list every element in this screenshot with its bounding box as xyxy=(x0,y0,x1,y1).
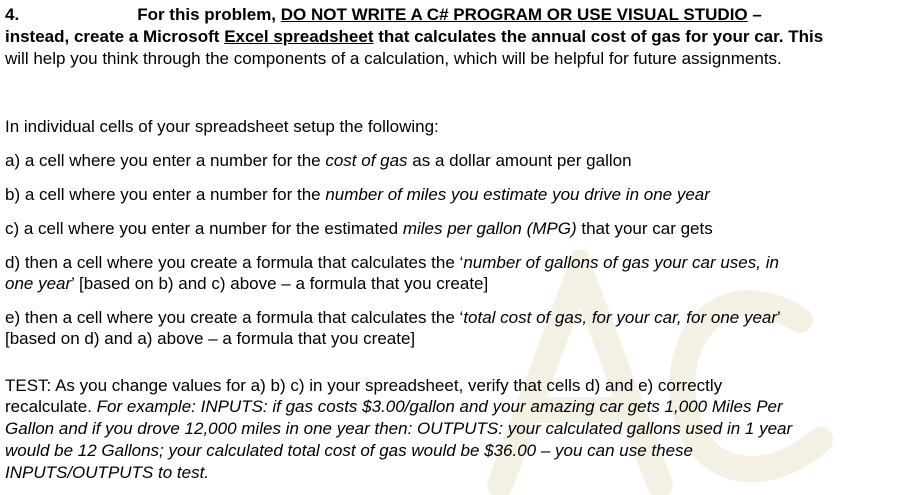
problem-line-1: 4. For this problem, DO NOT WRITE A C# PROGRAM OR USE VISUAL STUDIO – xyxy=(5,5,762,24)
item-c: c) a cell where you enter a number for the estimated miles per gallon (MPG) that your car gets xyxy=(5,219,713,238)
test-line-1: TEST: As you change values for a) b) c) in your spreadsheet, verify that cells d) and e) correctly xyxy=(5,376,723,395)
excel-spreadsheet-emphasis: Excel spreadsheet xyxy=(224,27,374,46)
test-line-5: INPUTS/OUTPUTS to test. xyxy=(5,463,210,482)
item-a: a) a cell where you enter a number for the cost of gas as a dollar amount per gallon xyxy=(5,151,632,170)
item-e-line-1: e) then a cell where you create a formula that calculates the ‘total cost of gas, for your car, for one year’ xyxy=(5,308,781,327)
problem-number: 4. xyxy=(5,5,20,24)
test-line-3: Gallon and if you drove 12,000 miles in one year then: OUTPUTS: your calculated gallons used in 1 year xyxy=(5,419,793,438)
test-line-4: would be 12 Gallons; your calculated total cost of gas would be $36.00 – you can use these xyxy=(5,441,694,460)
setup-intro: In individual cells of your spreadsheet setup the following: xyxy=(5,117,439,136)
problem-line-2: instead, create a Microsoft Excel spreadsheet that calculates the annual cost of gas for your car. This xyxy=(5,27,824,46)
do-not-write-emphasis: DO NOT WRITE A C# PROGRAM OR USE VISUAL STUDIO xyxy=(280,5,748,24)
problem-line-3: will help you think through the components of a calculation, which will be helpful for future assignments. xyxy=(5,49,782,68)
item-b: b) a cell where you enter a number for the number of miles you estimate you drive in one year xyxy=(5,185,710,204)
test-line-2: recalculate. For example: INPUTS: if gas costs $3.00/gallon and your amazing car gets 1,000 Miles Per xyxy=(5,397,783,416)
item-d-line-1: d) then a cell where you create a formula that calculates the ‘number of gallons of gas your car uses, in xyxy=(5,253,779,272)
item-d-line-2: one year’ [based on b) and c) above – a formula that you create] xyxy=(5,274,489,293)
item-e-line-2: [based on d) and a) above – a formula that you create] xyxy=(5,329,416,348)
